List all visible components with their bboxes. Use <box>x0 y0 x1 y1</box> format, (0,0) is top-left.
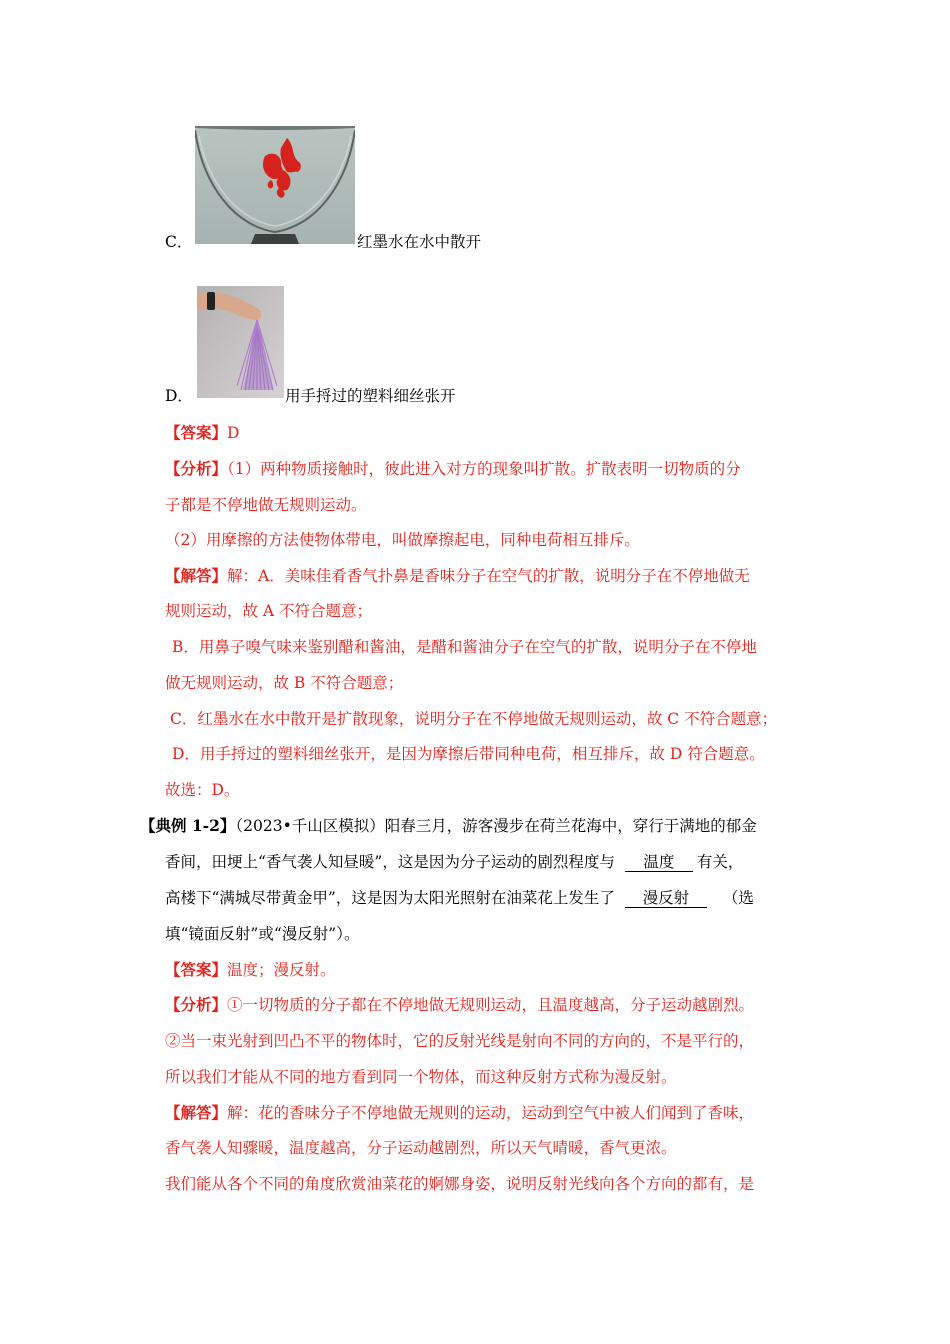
example-tag: 【典例 1-2】 <box>140 816 236 835</box>
ex1-solution-line-2: 规则运动，故 A 不符合题意； <box>165 602 373 620</box>
question-text: （选 <box>722 889 754 907</box>
answer-blank-2: 漫反射 <box>625 889 707 908</box>
ex2-question-line-4: 填“镜面反射”或“漫反射”）。 <box>165 925 360 943</box>
red-ink-in-water-image <box>195 126 355 244</box>
ex1-solution-line-5: C．红墨水在水中散开是扩散现象，说明分子在不停地做无规则运动，故 C 不符合题意； <box>170 710 778 728</box>
ex1-analysis-line-3: （2）用摩擦的方法使物体带电，叫做摩擦起电，同种电荷相互排斥。 <box>165 531 640 549</box>
ex2-question-line-2 <box>165 852 743 872</box>
analysis-text: （1）两种物质接触时，彼此进入对方的现象叫扩散。扩散表明一切物质的分 <box>227 460 741 478</box>
ex1-solution-line-4: 做无规则运动，故 B 不符合题意； <box>165 674 404 692</box>
answer-value: D <box>227 424 240 442</box>
ex1-solution-line-6: D．用手捋过的塑料细丝张开，是因为摩擦后带同种电荷，相互排斥，故 D 符合题意。 <box>172 745 765 763</box>
option-c-letter: C． <box>165 233 193 251</box>
question-text: （2023•千山区模拟）阳春三月，游客漫步在荷兰花海中，穿行于满地的郁金 <box>235 817 757 835</box>
ex2-question-line-1 <box>140 816 757 836</box>
ex2-solution-line-3: 我们能从各个不同的角度欣赏油菜花的婀娜身姿，说明反射光线向各个方向的都有，是 <box>165 1175 755 1193</box>
plastic-strands-image <box>197 286 284 398</box>
solution-tag: 【解答】 <box>165 1103 228 1122</box>
ex2-answer <box>165 960 336 980</box>
question-text: 高楼下“满城尽带黄金甲”，这是因为太阳光照射在油菜花上发生了 <box>165 889 615 907</box>
ex1-analysis-line-2: 子都是不停地做无规则运动。 <box>165 496 367 514</box>
solution-text: 解：A．美味佳肴香气扑鼻是香味分子在空气的扩散，说明分子在不停地做无 <box>227 567 750 585</box>
ex1-solution-line-3: B．用鼻子嗅气味来鉴别醋和酱油，是醋和酱油分子在空气的扩散，说明分子在不停地 <box>172 638 757 656</box>
ex2-analysis-line-2: ②当一束光射到凹凸不平的物体时，它的反射光线是射向不同的方向的，不是平行的， <box>165 1032 755 1050</box>
ex1-solution-line-1 <box>165 566 750 586</box>
question-text: 香间，田埂上“香气袭人知昼暖”，这是因为分子运动的剧烈程度与 <box>165 853 615 871</box>
answer-tag: 【答案】 <box>165 960 228 979</box>
ex1-solution-line-7: 故选：D。 <box>165 781 240 799</box>
solution-text: 解：花的香味分子不停地做无规则的运动，运动到空气中被人们闻到了香味， <box>227 1104 755 1122</box>
solution-tag: 【解答】 <box>165 566 228 585</box>
answer-value: 温度；漫反射。 <box>227 961 336 979</box>
ex2-solution-line-1 <box>165 1103 754 1123</box>
option-c <box>165 232 192 252</box>
ex1-analysis-line-1 <box>165 459 741 479</box>
ex2-analysis-line-1 <box>165 995 754 1015</box>
analysis-tag: 【分析】 <box>165 995 228 1014</box>
answer-blank-1: 温度 <box>625 853 693 872</box>
option-d-text: 用手捋过的塑料细丝张开 <box>285 387 456 405</box>
option-d <box>165 386 193 406</box>
answer-tag: 【答案】 <box>165 423 228 442</box>
ex1-answer <box>165 423 239 443</box>
option-c-text: 红墨水在水中散开 <box>357 233 482 251</box>
analysis-text: ①一切物质的分子都在不停地做无规则运动，且温度越高，分子运动越剧烈。 <box>227 996 755 1014</box>
ex2-solution-line-2: 香气袭人知骤暖，温度越高，分子运动越剧烈，所以天气晴暖，香气更浓。 <box>165 1139 677 1157</box>
question-text: 有关， <box>696 853 744 871</box>
analysis-tag: 【分析】 <box>165 459 228 478</box>
option-d-letter: D． <box>165 387 193 405</box>
ex2-question-line-3 <box>165 888 754 908</box>
ex2-analysis-line-3: 所以我们才能从不同的地方看到同一个物体，而这种反射方式称为漫反射。 <box>165 1068 677 1086</box>
